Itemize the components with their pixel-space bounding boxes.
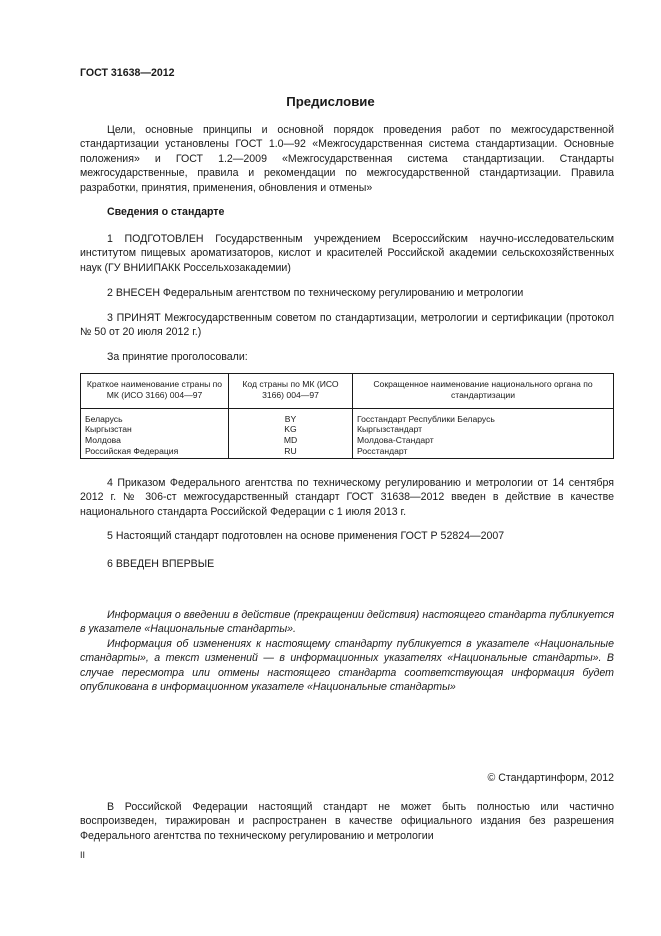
header-country-name: Краткое наименование страны по МК (ИСО 3166) 004—97 — [81, 374, 229, 409]
vote-label: За принятие проголосовали: — [107, 351, 248, 363]
national-body: Кыргызстандарт — [353, 424, 614, 435]
item-5-paragraph: 5 Настоящий стандарт подготовлен на основе применения ГОСТ Р 52824—2007 — [107, 530, 505, 542]
national-body: Молдова-Стандарт — [353, 435, 614, 446]
copyright-notice: © Стандартинформ, 2012 — [487, 772, 614, 784]
country-code: BY — [229, 408, 353, 424]
header-national-body: Сокращенное наименование национального органа по стандартизации — [353, 374, 614, 409]
item-2-paragraph: 2 ВНЕСЕН Федеральным агентством по техническому регулированию и метрологии — [107, 287, 524, 299]
table-row — [81, 424, 614, 435]
item-4-paragraph: 4 Приказом Федерального агентства по техническому регулированию и метрологии от 14 сентября 2012 г. № 306-ст межгосударственный стандарт ГОСТ 31638—2012 введен в действие в качестве национального стандарта Российской Федерации с 1 июля 2013 г. — [80, 477, 614, 518]
country-name: Молдова — [81, 435, 229, 446]
page-number: II — [80, 850, 86, 860]
country-name: Кыргызстан — [81, 424, 229, 435]
item-3-paragraph: 3 ПРИНЯТ Межгосударственным советом по стандартизации, метрологии и сертификации (протокол № 50 от 20 июля 2012 г.) — [80, 312, 614, 339]
intro-paragraph: Цели, основные принципы и основной порядок проведения работ по межгосударственной стандартизации установлены ГОСТ 1.0—92 «Межгосударственная система стандартизации. Основные положения» и ГОСТ 1.2—2009 «Межгосударственная система стандартизации. Стандарты межгосударственные, правила и рекомендации по межгосударственной стандартизации. Правила разработки, принятия, применения, обновления и отмены» — [80, 124, 614, 194]
country-code: KG — [229, 424, 353, 435]
rights-paragraph: В Российской Федерации настоящий стандарт не может быть полностью или частично воспроизведен, тиражирован и распространен в качестве официального издания без разрешения Федерального агентства по техническому регулированию и метрологии — [80, 801, 614, 842]
voting-countries-table — [80, 373, 614, 459]
section-heading: Сведения о стандарте — [107, 206, 225, 218]
country-code: RU — [229, 446, 353, 458]
info-introduction-paragraph: Информация о введении в действие (прекращении действия) настоящего стандарта публикуется в указателе «Национальные стандарты». — [80, 609, 614, 636]
page-title: Предисловие — [286, 94, 375, 109]
country-name: Беларусь — [81, 408, 229, 424]
country-code: MD — [229, 435, 353, 446]
table-header-row — [81, 374, 614, 409]
country-name: Российская Федерация — [81, 446, 229, 458]
item-6-paragraph: 6 ВВЕДЕН ВПЕРВЫЕ — [107, 558, 215, 570]
document-code-header: ГОСТ 31638—2012 — [80, 67, 175, 79]
table-row — [81, 435, 614, 446]
table-row — [81, 408, 614, 424]
item-1-paragraph: 1 ПОДГОТОВЛЕН Государственным учреждением Всероссийским научно-исследовательским институтом пищевых ароматизаторов, кислот и красителей Российской академии сельскохозяйственных наук (ГУ ВНИИПАКК Россельхозакадемии) — [80, 233, 614, 274]
national-body: Госстандарт Республики Беларусь — [353, 408, 614, 424]
info-changes-paragraph: Информация об изменениях к настоящему стандарту публикуется в указателе «Национальные стандарты», а текст изменений — в информационных указателях «Национальные стандарты». В случае пересмотра или отмены настоящего стандарта соответствующая информация будет опубликована в информационном указателе «Национальные стандарты» — [80, 638, 614, 694]
national-body: Росстандарт — [353, 446, 614, 458]
table-row — [81, 446, 614, 458]
header-country-code: Код страны по МК (ИСО 3166) 004—97 — [229, 374, 353, 409]
